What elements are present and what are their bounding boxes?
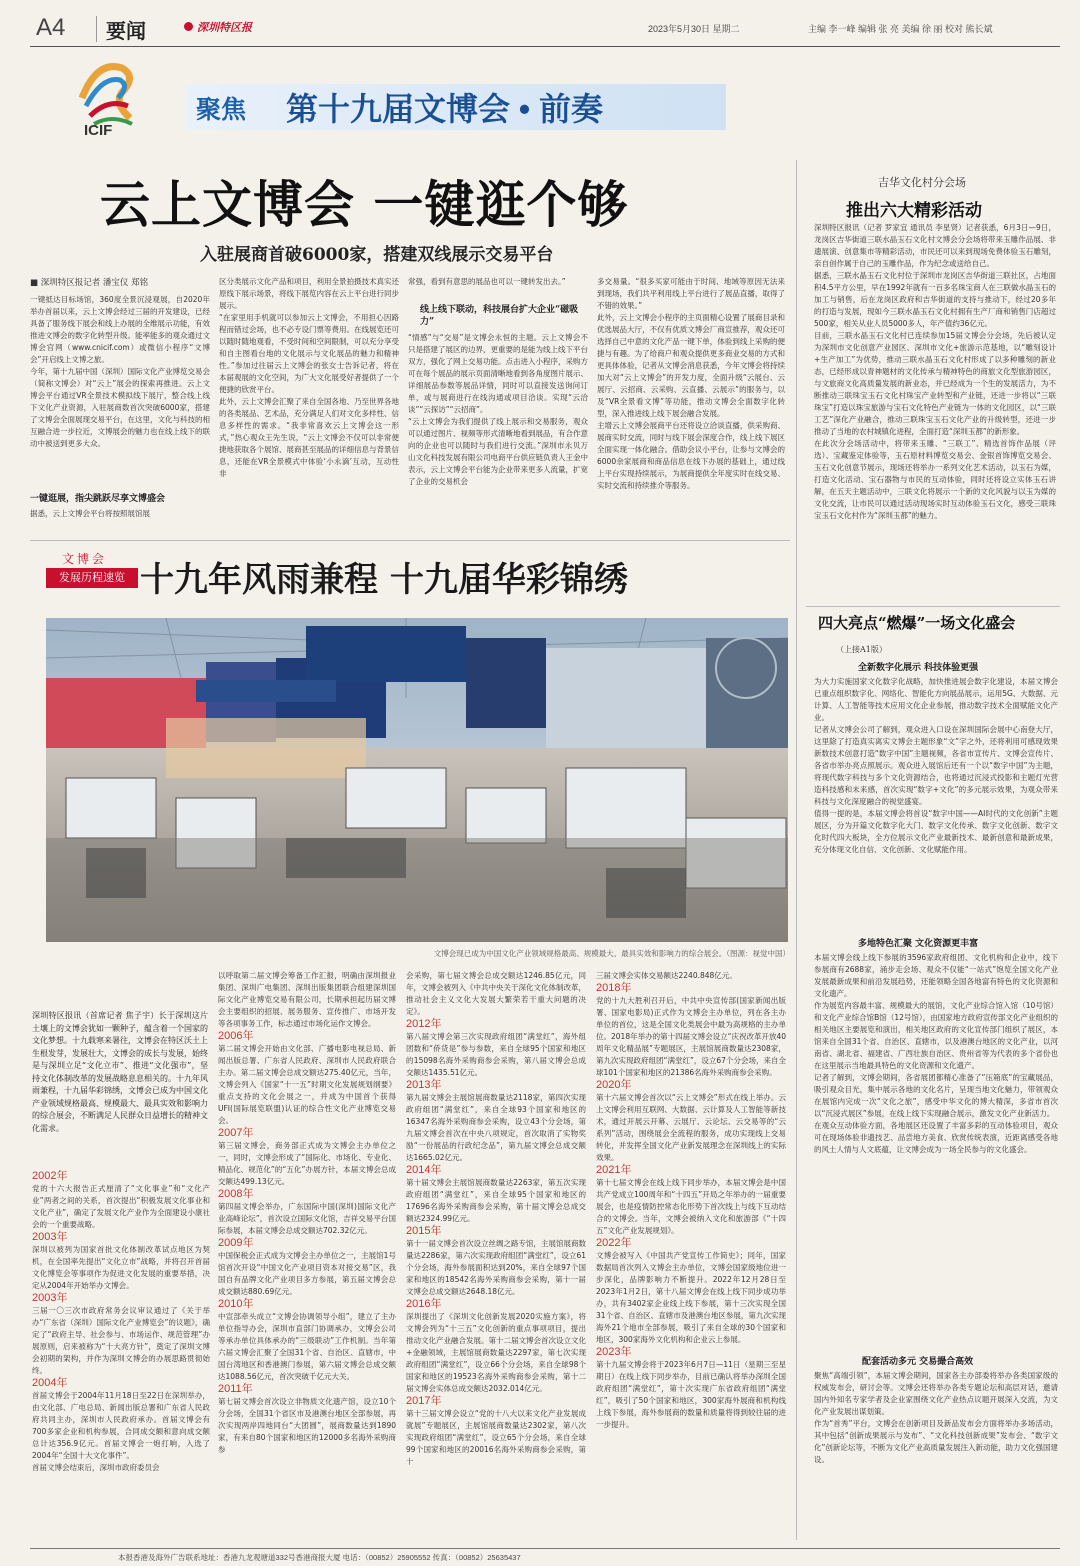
timeline-entry: 第八届文博会第三次实现政府组团“满堂红”，海外组团数和“侨货是”参与参数，来自全球95个国家和地区的15098名海外采购商参会采购，第八届文博会总成交额达1435.51亿元。 (406, 1032, 586, 1077)
masthead (0, 0, 1080, 44)
timeline-entry: 深圳以被列为国家首批文化体制改革试点地区为契机，在全国率先提出“文化立市”战略，并将召开首届文化博览会等事项作为促进文化发展的重要举措，决定从2004年开始举办文博会。 (32, 1245, 210, 1290)
lead-col1: 一键抵达目标场馆，360度全景沉浸观展，自2020年举办首届以来，云上文博会经过三届的开发建设，已经具备了服务线下展会和线上办展的全维展示功能，有效推进文博会的数字化转型升级。能率能多的观众通过文博会官网（www.cnicif.com）或微信小程序“文博会”开启线上文博之旅。 今年，第十九届中国（深圳）国际文化产业博览交易会（简称文博会）对“云上”展会的探索再推进。云上文博会平台通过VR全景技术模拟线下展厅，整合线上线下文化产业资源，入驻展商数首次突破6000家，搭建了文博会全面展现交易平台，在这里，文化与科技的相互融合进一步拉近，文博展会的魅力也在线上线下的联动中被送到更多大众。 (30, 295, 210, 448)
timeline-entry: 三届一〇三次市政府常务会议审议通过了《关于举办“广东省（深圳）国际文化产业博览会”的议题》，确定了“政府主导、社会参与、市场运作、规范管理”办展原则，启来被称为“十大亮方针”，奠定了深圳文博会初期的架构，并作为深圳文博会的办展思路贯彻始终。 (32, 1306, 210, 1375)
timeline-year: 2012年 (406, 1018, 442, 1030)
expo-hall-photo (46, 618, 788, 942)
lead-col3: 常强，看到有意思的展品也可以一键转发出去。” (408, 277, 566, 286)
lead-col1-end: 据悉，云上文博会平台将按照展馆展 (30, 509, 150, 518)
section-name: 要闻 (106, 21, 146, 43)
sidebar2-body3: 聚焦“高端引领”，本届文博会期间，国家各主办部委将举办各类国家级的权威发布会，研讨会等。文博会还将举办各类专题论坛和高层对话，邀请国内外知名专家学者及企业家围绕文化产业热点议题开展深入交流，为文化产业发展出谋划策。 作为“首秀”平台，文博会在创新项目及新品发布会方面将举办多场活动，其中包括“创新成果展示与发布”、“文化科技创新成果”发布会、“数字文化”创新论坛等，不断为文化产业高质量发展注入新动能，助力文化强国建设。 (814, 1371, 1058, 1464)
timeline-col4 (596, 970, 786, 1542)
history-byline: 深圳特区报讯（首席记者 焦子宇）长于深圳这片土壤上的文博会犹如一颗种子，蕴含着一个国家的文化梦想。十九载寒来暑往，文博会在特区沃土上生根发芽，发展壮大，文博会的成长与发展，始终是与深圳立足“文化立市”、推进“文化强市”，坚持文化体制改革的发展战略息息相关的。十九年风雨兼程，十九届华彩锦绣，文博会已成为中国文化产业领域规格最高、规模最大、最具实效和影响力的综合展会，不断满足人民群众日益增长的精神文化需求。 (32, 1011, 208, 1133)
timeline-entry: 中国保税会正式成为文博会主办单位之一，主展馆1号馆首次开设“中国文化产业项目资本对接交易”区，我国自有品牌文化产业项目多方参展，第五届文博会总成交额达880.69亿元。 (218, 1251, 396, 1296)
editor-credits: 主编 李一峰 编辑 张 亮 美编 徐 丽 校对 熊长斌 (808, 24, 993, 34)
timeline-year: 2022年 (596, 1237, 632, 1249)
timeline-entry: 第十九届文博会将于2023年6月7日—11日（星期三至星期日）在线上线下同步举办，目前已确认将举办深圳全国政府组团“满堂红”，第十次实现广东省政府组团“满堂红”，吸引了50个国家和地区，300家海外展商和机构线上线下参展，海外参展商的数量和质量将得到较往届的进一步提升。 (596, 1360, 786, 1429)
timeline-entry: 党的十六大报告正式厘清了“文化事业”和“文化产业”两者之间的关系，首次提出“积极发展文化事业和文化产业”，确定了发展文化产业作为全面建设小康社会的一个重要战略。 (32, 1184, 210, 1229)
sidebar2-sub3: 配套活动多元 交易撮合高效 (862, 1357, 974, 1367)
timeline-entry: 首届文博会结束后，深圳市政府委员会 (32, 1463, 160, 1472)
history-title: 十九年风雨兼程 十九届华彩锦绣 (140, 560, 628, 600)
lead-title: 云上文博会 一键逛个够 (100, 175, 629, 234)
sidebar1-body: 深圳特区报讯（记者 罗家宜 通讯员 李星贤）记者获悉，6月3日—9日，龙岗区吉华街道三联水晶玉石文化村文博会分会场将带来玉雕作品展、非遗展演、创意集市等精彩活动，市民还可以来到现场免费体验玉石雕刻，亲自创作属于自己的玉雕作品，作为纪念或送给自己。 据悉，三联水晶玉石文化村位于深圳市龙岗区吉华街道三联社区，占地面积4.5平方公里，早在1992年就有一百多名珠宝商人在三联做水晶玉石的加工与销售，后在龙岗区政府和吉华街道的支持与推动下，经过20多年的打造与发展，现如今三联水晶玉石文化村拥有生产厂商和销售门店超过500家，相关从业人员5000多人，年产值约36亿元。 目前，三联水晶玉石文化村已连续参加15届文博会分会场，先后被认定为深圳市文化创意产业园区、深圳市文化+旅游示范基地，以“雕刻设计+生产加工”为优势，推动三联水晶玉石文化村形成了以多种雕刻的新业态，已经形成以青神题材的文化传承与精神特色的商旅文化型旅游园区，与文旅商文化高质量发展的新业态，并已经成为一个生的发展活力，为不断推动三联珠宝玉石文化村珠宝产业转型和产业链，还进一步将以“三联珠宝”打造以珠宝旅游与宝石文化特色产业链为一体的文化园区，以“三联工艺”深化产业融合，推动三联珠宝玉石文化产业的升级转型，还进一步推动了当地的农村城镇化进程，全面打造“深圳玉都”的新形象。 在此次分会场活动中，将带来玉雕、“三联工”、精选首饰作品展（评选）、宝藏鉴定体验等，玉石原材料博览交易会、金银首饰博览交易会、玉石文化创意节展示，现场还将举办一系列文化艺术活动，以玉石为媒，打造文化活动、宝石器物与市民的互动体验，同时还将设立实体玉石讲解，在五天主题活动中，三联文化将展示一个新的文化风貌与以玉为媒的文化交流，让市民可以通过活动现场实时互动体验玉石文化，感受三联珠宝玉石文化村作为“深圳玉都”的魅力。 (814, 223, 1056, 520)
timeline-year: 2010年 (218, 1298, 254, 1310)
paper-name: 深圳特区报 (197, 21, 252, 34)
sidebar2-continued: （上接A1版） (836, 645, 887, 654)
timeline-entry: 深圳提出了《深圳文化创新发展2020实施方案》，将文博会列为“十三五”文化创新的重点事项项目，提出推动文化产业融合发展。第十二届文博会首次设立文化+金融领域，主展馆展商数量达2297家，第七次实现政府组团“满堂红”，设立66个分会场，来自全球98个国家和地区的19523名海外采购商参会采购，第十二届文博会实体总成交额达2032.014亿元。 (406, 1312, 586, 1393)
sidebar1-title: 推出六大精彩活动 (846, 201, 982, 221)
timeline-entry: 党的十九大胜利召开后，中共中央宣传部(国家新闻出版署、国家电影局)正式作为文博会主办单位，列在各主办单位的首位，这是全国文化类展会中最为高规格的主办单位。2018年举办的第十四届文博会设立“庆祝改革开放40周年文化精品展”专题展区，主展馆展商数量达2308家，第九次实现政府组团“满堂红”，设立67个分会场，来自全球101个国家和地区的21386名海外采购商参会采购。 (596, 996, 786, 1077)
history-tag: 文博会 (62, 552, 108, 566)
timeline-entry: 会采购，第七届文博会总成交额达1246.85亿元，同年，文博会被列入《中共中央关于深化文化体制改革，推动社会主义文化大发展大繁荣若干重大问题的决定》。 (406, 971, 586, 1016)
issue-date: 2023年5月30日 星期二 (648, 24, 740, 34)
icif-logo-text: ICIF (84, 122, 113, 139)
timeline-entry: 第十三届文博会设立“党的十八大以来文化产业发展成就展”专题展区，主展馆展商数量达2302家，第八次实现政府组团“满堂红”，设立65个分会场，来自全球99个国家和地区的20016名海外采购商参会采购，第十 (406, 1409, 586, 1466)
timeline-col3 (406, 970, 586, 1542)
sidebar2-body1: 为大力实施国家文化数字化战略，加快推进展会数字化建设，本届文博会已重点组织数字化、网络化、智能化方向展品展示，运用5G、大数据、元计算、人工智能等技术应用文化企业参展，推动数字技术全面赋能文化产业。 记者从文博会公司了解到，观众进入口设在深圳国际会展中心南登大厅，这里除了打造真实离实文博会主题形象“文”字之外，还将利用可感现效果新数技术创意打造“数字中国”主题视频，各省市宣传片、文博会宣传片、各省市举办亮点照展示。观众进入展馆后还有一个以“数字中国”为主题，将现代数字科技与多个文化资源结合，也将通过沉浸式投影和主题灯光营造科技感和未来感，首次实现“数字+文化”的多元展示效果，为观众带来科技与文化深度融合的视觉盛宴。 值得一提的是，本届文博会将首设“数字中国——AI时代的文化创新”主题展区，分为开篇文化数字化大门、数字文化传承、数字文化创新、数字文化时代四大板块，全方位展示文化产业最新技术、最新创意和最新成果，充分体现文化自信、文化创新、文化赋能作用。 (814, 677, 1058, 854)
banner-label: 聚焦 (196, 96, 247, 124)
timeline-entry: 三届文博会实体交易额达2240.848亿元。 (596, 971, 737, 980)
timeline-year: 2018年 (596, 982, 632, 994)
timeline-entry: 第四届文博会举办，广东国际中国(深圳)国际文化产业高峰论坛”，首次设立国际文化馆，吉祥交易平台国际参展，本届文博会总成交额达702.32亿元。 (218, 1202, 396, 1235)
section-rule (30, 540, 790, 541)
history-label: 发展历程速览 (46, 568, 138, 588)
timeline-entry: 中宣部牵头成立“文博会协调领导小组”，建立了主办单位指导办会，深圳市直部门协调承办，文博会公司等承办单位具体承办的“三级联动”工作机制。当年第六届文博会汇聚了全国31个省、自治区、直辖市，中国台湾地区和香港澳门参展，第六届文博会总成交额达1088.56亿元，首次突破千亿元大关。 (218, 1312, 396, 1381)
timeline-entry: 以呼取第二届文博会筹备工作汇报，明确由深圳报业集团、深圳广电集团、深圳出版集团联合组建深圳国际文化产业博览交易有限公司，长期承担起历届文博会主要组织的招展、展务服务、宣传推广、市场开发等各项事务工作，标志通过市场化运作文博会。 (218, 971, 396, 1028)
timeline-year: 2006年 (218, 1030, 254, 1042)
lead-col3-subhead: 线上线下联动，科技展台扩大企业“磁吸力” (420, 305, 579, 327)
sidebar2-title: 四大亮点“燃爆”一场文化盛会 (818, 614, 1016, 632)
timeline-entry: 第三届文博会，商务部正式成为文博会主办单位之一，同时，文博会形成了“国际化、市场化、专业化、精品化、规范化”的“五化”办展方针，本届文博会总成交额达499.13亿元。 (218, 1141, 396, 1186)
timeline-year: 2009年 (218, 1237, 254, 1249)
lead-subtitle: 入驻展商首破6000家，搭建双线展示交易平台 (200, 245, 554, 265)
lead-col3-body: “情感”与“交易”是文博会永恒的主题。云上文博会不只是搭建了展区的边界，更重要的是能为线上线下平台双方，强化了网上交易功能。点击进入小程序，采购方可在每个展品的展示页面清晰地看到各角度图片展示、详细展品参数等展品详情，同时可以直接发送询问订单，或与展商进行在线沟通或项目洽谈。实现“云洽谈”“云探访”“云招商”。 “云上文博会为我们提供了线上展示和交易服务，观众可以通过图片、视频等形式清晰地看到展品，有合作意向的企业也可以随时与我们进行交流。”深圳市永贝万山文化科技发展有限公司电商平台供应链负责人王金中表示，云上文博会平台能为企业带来更多人流量，扩宽了企业的交易机会 (408, 333, 588, 486)
timeline-year: 2007年 (218, 1127, 254, 1139)
banner-title: 第十九届文博会 • 前奏 (286, 91, 603, 127)
footer-ad-info: 本报香港及海外广告联系地址：香港九龙观塘道332号香港商报大厦 电话：（00852）25905552 传真：（00852）25635437 (118, 1553, 521, 1562)
timeline-entry: 第九届文博会主展馆展商数量达2118家，第四次实现政府组团“满堂红”，来自全球93个国家和地区的16347名海外采购商参会采购，设立43个分会场，第九届文博会首次在中央八项规定，首次取消了实物奖励“一份展品的行政纪念品”，第九届文博会总成交额达1665.02亿元。 (406, 1093, 586, 1162)
timeline-year: 2003年 (32, 1231, 68, 1243)
sidebar-rule (806, 606, 1060, 607)
timeline-entry: 第十六届文博会首次以“云上文博会”形式在线上举办。云上文博会利用互联网、大数据、云计算及人工智能等新技术，通过开展云开幕、云展厅、云论坛、云交易等的“云系列”活动，围绕展会全流程的服务，成功实现线上交易转化，并发挥全国文化产业新发展理念在深圳线上的实际效果。 (596, 1093, 786, 1162)
timeline-year: 2020年 (596, 1079, 632, 1091)
masthead-rule (30, 46, 1060, 47)
timeline-entry: 第十一届文博会首次设立丝绸之路专馆，主展馆展商数量达2286家，第六次实现政府组团“满堂红”，设立61个分会场，海外参展面积达到20%，来自全球97个国家和地区的18542名海外采购商参会采购，第十一届文博会总成交额达2648.18亿元。 (406, 1239, 586, 1296)
timeline-year: 2014年 (406, 1164, 442, 1176)
footer-rule (30, 1548, 1060, 1549)
timeline-year: 2008年 (218, 1188, 254, 1200)
lead-col2: 区分类展示文化产品和项目，利用全景拍摄技术真实还原线下展示场景，将线下展览内容在云上平台进行同步展示。 “在家里用手机就可以参加云上文博会，不用担心因路程而错过会场，也不必专设门票等费用。在线展览还可以随时随地观看，不受时间和空间限制，可以充分享受和自主图看台地的文化展示与文化展品的魅力和精神性。”参加过往届云上文博会的张女士告诉记者，将在本届观展的文化空间，为广大文化展受好者提供了一个便捷的欣赏平台。 此外，云上文博会汇聚了来自全国各地、乃至世界各地的各类展品、艺术品，充分满足人们对文化多样性、信息多样性的需求。“我非常喜欢云上文博会这一形式，”热心观众王先生说，“云上文博会不仅可以非常便捷地获取各个展馆、展商甚至展品的详细信息与背景信息，还能在VR全景模式中体验‘小永滴’互动，互动性非 (219, 277, 399, 478)
timeline-entry: 文博会被写入《中国共产党宣传工作简史》；同年，国家数据局首次列入文博会主办单位，文博会国家级地位进一步深化，品牌影响力不断提升。2022年12月28日至2023年1月2日，第十八届文博会在线上线下同步成功举办，共有3402家企业线上线下参展，第十三次实现全国31个省、自治区、直辖市及港澳台地区参展，第九次实现海外21个地市全部参展，吸引了来自全球的30个国家和地区，300家海外文化机构和企业云上参展。 (596, 1251, 786, 1344)
timeline-entry: 第十届文博会主展馆展商数量达2263家，第五次实现政府组团“满堂红”，来自全球95个国家和地区的17696名海外采购商参会采购，第十届文博会总成交额达2324.99亿元。 (406, 1178, 586, 1223)
timeline-entry: 第二届文博会开始由文化部、广播电影电视总局、新闻出版总署、广东省人民政府、深圳市人民政府联合主办。第二届文博会总成交额达275.40亿元，当年，文博会列入《国家“十一五”时期文化发展规划纲要》重点支持的文化会展之一，并成为中国首个获得UFI(国际展览联盟)认证的综合性文化产业博览交易会。 (218, 1044, 396, 1125)
timeline-entry: 首届文博会于2004年11月18日至22日在深圳举办，由文化部、广电总局、新闻出版总署和广东省人民政府共同主办，深圳市人民政府承办。首届文博会有700多家企业和机构参展，合同成交额和意向成交额总计达356.9亿元。首届文博会一炮打响，入选了2004年“全国十大文化事件”。 (32, 1391, 210, 1460)
page-number: A4 (36, 14, 66, 41)
timeline-year: 2015年 (406, 1225, 442, 1237)
timeline-entry: 第七届文博会首次设立非物质文化遗产馆，设立10个分会场，全国31个省区市及港澳台地区全部参展，再次实现两岸四地同台“大团圆”，展商数量达到1890家，有来自80个国家和地区的12000多名海外采购商参 (218, 1397, 396, 1454)
sidebar2-body2: 本届文博会线上线下参展的3596家政府组团、文化机构和企业中，线下参展商有2688家，涌步走会场、观众不仅能“一站式”饱览全国文化产业发展最新成果和前沿发展趋势，还能领略全国各地富有特色的文化资源和文化遗产。 作为展览内容最丰富、规模最大的展馆，文化产业综合馆入馆（10号馆）和文化产业综合馆B馆（12号馆），由国家地方政府宣传部文化产业组织的相关地区主要展览和演出，相关地区政府的文化宣传部门组织了展区，本馆来自全国31个省、自治区、直辖市，以及港澳台地区的文化产业，以河南省、湖北省、福建省、广西壮族自治区、贵州省等为代表的多个省份也在这里展示当地最具特色的文化资源和文化遗产。 记者了解到，文博会期间，各省展团都精心准备了“压箱底”的宝藏展品，吸引观众目光，集中展示各地的文化名片，呈现当地文化魅力，带领观众在展馆内完成一次“文化之旅”，感受中华文化的博大精深，多省市首次以“沉浸式展区”参展，在线上线下实现融合展示，激发文化产业新活力。 在观众互动体验方面，各地展区还设置了丰富多彩的互动体验项目，观众可在现场体验非遗技艺、品尝地方美食、欣赏传统表演，近距离感受各地的风土人情与人文底蕴，让文博会成为一场全民参与的文化盛会。 (814, 953, 1058, 1154)
timeline-year: 2017年 (406, 1395, 442, 1407)
timeline-year: 2004年 (32, 1377, 68, 1389)
sidebar1-kicker: 吉华文化村分会场 (878, 176, 966, 189)
timeline-year: 2002年 (32, 1170, 68, 1182)
photo-caption: 文博会现已成为中国文化产业领域规格最高、规模最大、最具实效和影响力的综合展会。（图源：视觉中国） (433, 949, 790, 958)
timeline-year: 2023年 (596, 1346, 632, 1358)
timeline-year: 2003年 (32, 1292, 68, 1304)
sidebar2-sub2: 多地特色汇聚 文化资源更丰富 (858, 939, 979, 949)
timeline-year: 2016年 (406, 1298, 442, 1310)
timeline-year: 2021年 (596, 1164, 632, 1176)
lead-col4: 多交易量。“很多买家可能由于时间、地域等原因无法来到现场，我们共平利用线上平台进行了展品直播，取得了不错的效果。” 此外，云上文博会小程序的主页面精心设置了展商目录和优选展品大厅，不仅有优质文博会厂商宣推荐，观众还可选择自己中意的文化产品一键下单，体验到线上采购的便捷与有趣。为了给商户和观众提供更多商业交易的方式和更具体体验，记者从文博会消息获悉，今年文博会将持续加大对“云上文博会”的开发力度，全面升级“云展台、云展厅、云招商、云采购、云直播、云展示”的服务与，以及“VR全景看文博”等功能，推动文博会全面数字化转型，深入推进线上线下展会融合发展。 主增云上文博会展商平台还将设立洽谈直播，供采购商、展商实时交流，同时与线下展会深度合作，线上线下展区全面实现一体化融合。借助会议小平台，让参与文博会的6000余家展商和商品信息在线下办展的基础上，通过线上平台实现持续展示，为展商提供全年度实时在线交易、实时交流和持续推介等服务。 (597, 277, 785, 490)
paper-logo-icon (184, 22, 193, 31)
timeline-col2 (218, 970, 396, 1542)
timeline-year: 2011年 (218, 1383, 253, 1395)
timeline-entry: 第十七届文博会在线上线下同步举办，本届文博会是中国共产党成立100周年和“十四五”开局之年举办的一届重要展会，也是疫情防控常态化形势下首次线上与线下互动结合的文博会。当年，文博会被纳入文化和旅游部《“十四五”文化产业发展规划》。 (596, 1178, 786, 1235)
timeline-year: 2013年 (406, 1079, 442, 1091)
lead-col1-subhead: 一键逛展，指尖跳跃尽享文博盛会 (30, 494, 166, 504)
column-rule-right (796, 160, 797, 1540)
banner (0, 50, 1080, 162)
sidebar2-sub1: 全新数字化展示 科技体验更强 (858, 663, 979, 673)
timeline-col1 (32, 1170, 210, 1542)
lead-byline: ■ 深圳特区报记者 潘宝仪 郑铭 (30, 278, 149, 288)
